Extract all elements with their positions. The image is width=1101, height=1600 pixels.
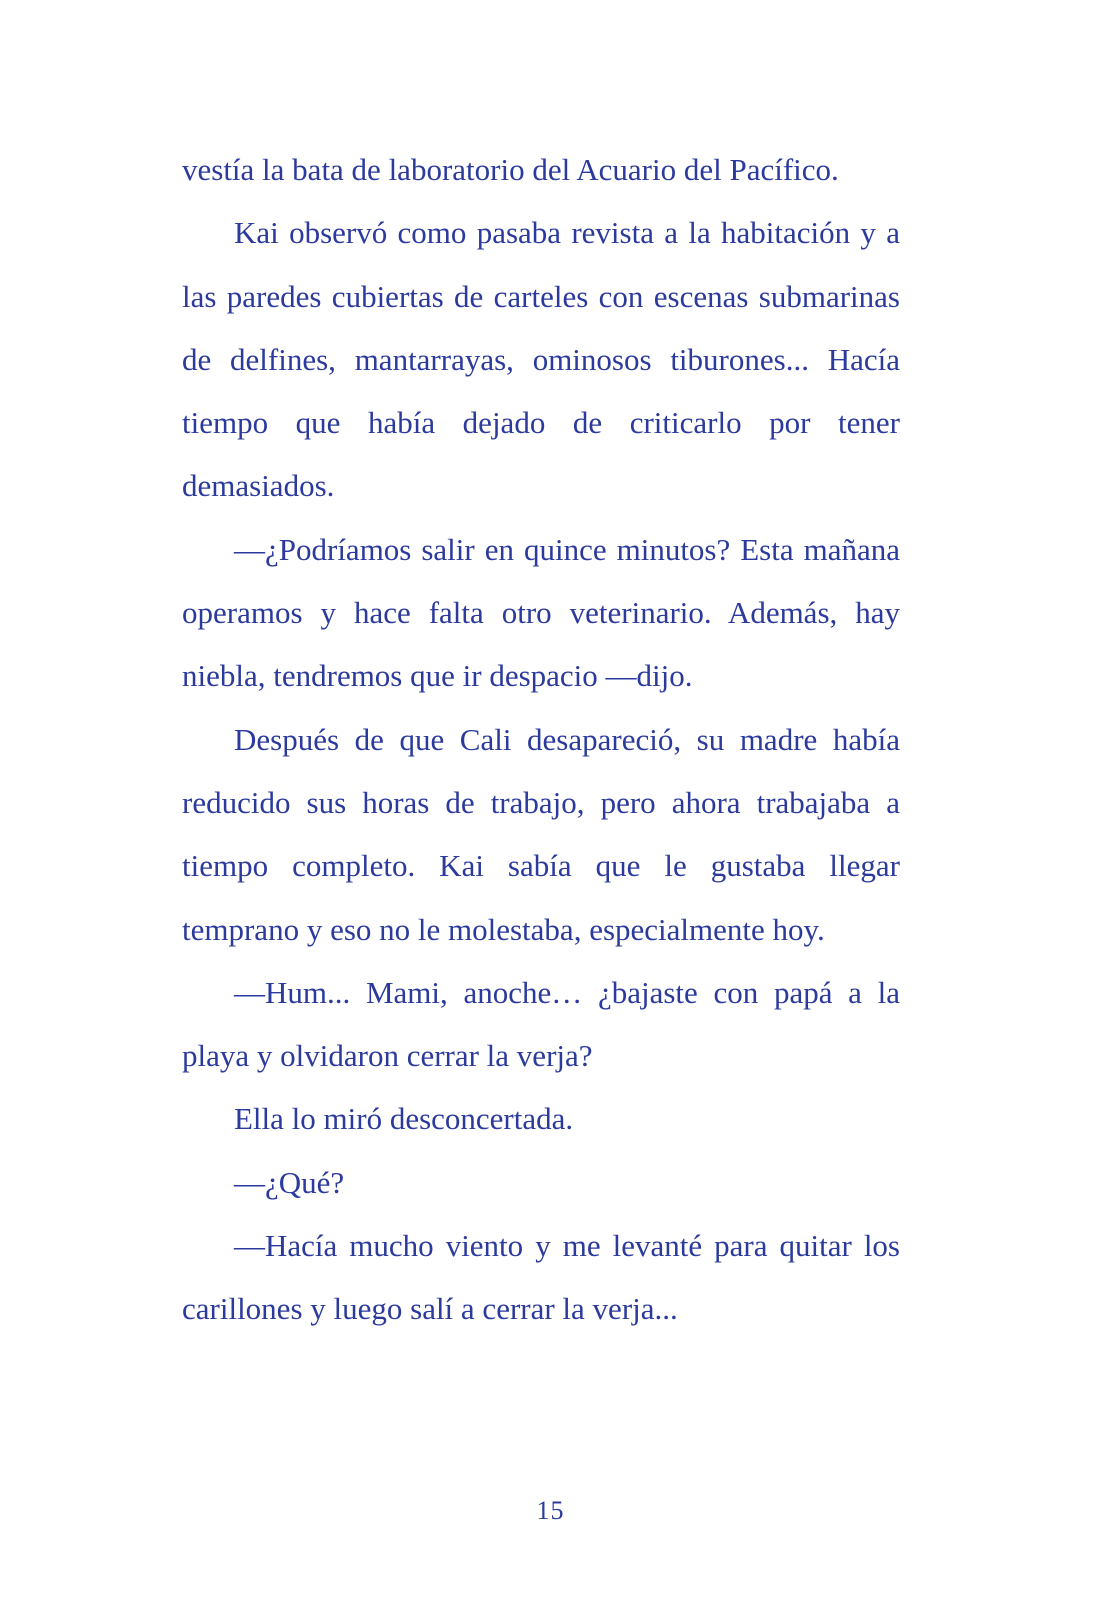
dialogue-paragraph: —¿Qué?: [234, 1164, 345, 1200]
paragraph-continuation: vestía la bata de laboratorio del Acuario del Pacífico.: [182, 152, 839, 187]
body-text: [182, 138, 900, 1341]
paragraph: Después de que Cali desapareció, su madre había reducido sus horas de trabajo, pero ahora trabajaba a tiempo completo. Kai sabía que le gustaba llegar temprano y eso no le molestaba, especialmente hoy.: [182, 721, 900, 947]
paragraph: Kai observó como pasaba revista a la habitación y a las paredes cubiertas de carteles con escenas submarinas de delfines, mantarrayas, ominosos tiburones... Hacía tiempo que había dejado de criticarlo por tener demasiados.: [182, 215, 900, 504]
dialogue-paragraph: —Hum... Mami, anoche… ¿bajaste con papá a la playa y olvidaron cerrar la verja?: [182, 974, 900, 1074]
dialogue-paragraph: —Hacía mucho viento y me levanté para quitar los carillones y luego salí a cerrar la verja...: [182, 1228, 900, 1327]
page-number: 15: [536, 1496, 565, 1525]
paragraph: Ella lo miró desconcertada.: [234, 1101, 574, 1137]
dialogue-paragraph: —¿Podríamos salir en quince minutos? Esta mañana operamos y hace falta otro veterinario. Además, hay niebla, tendremos que ir despacio —dijo.: [182, 531, 900, 694]
